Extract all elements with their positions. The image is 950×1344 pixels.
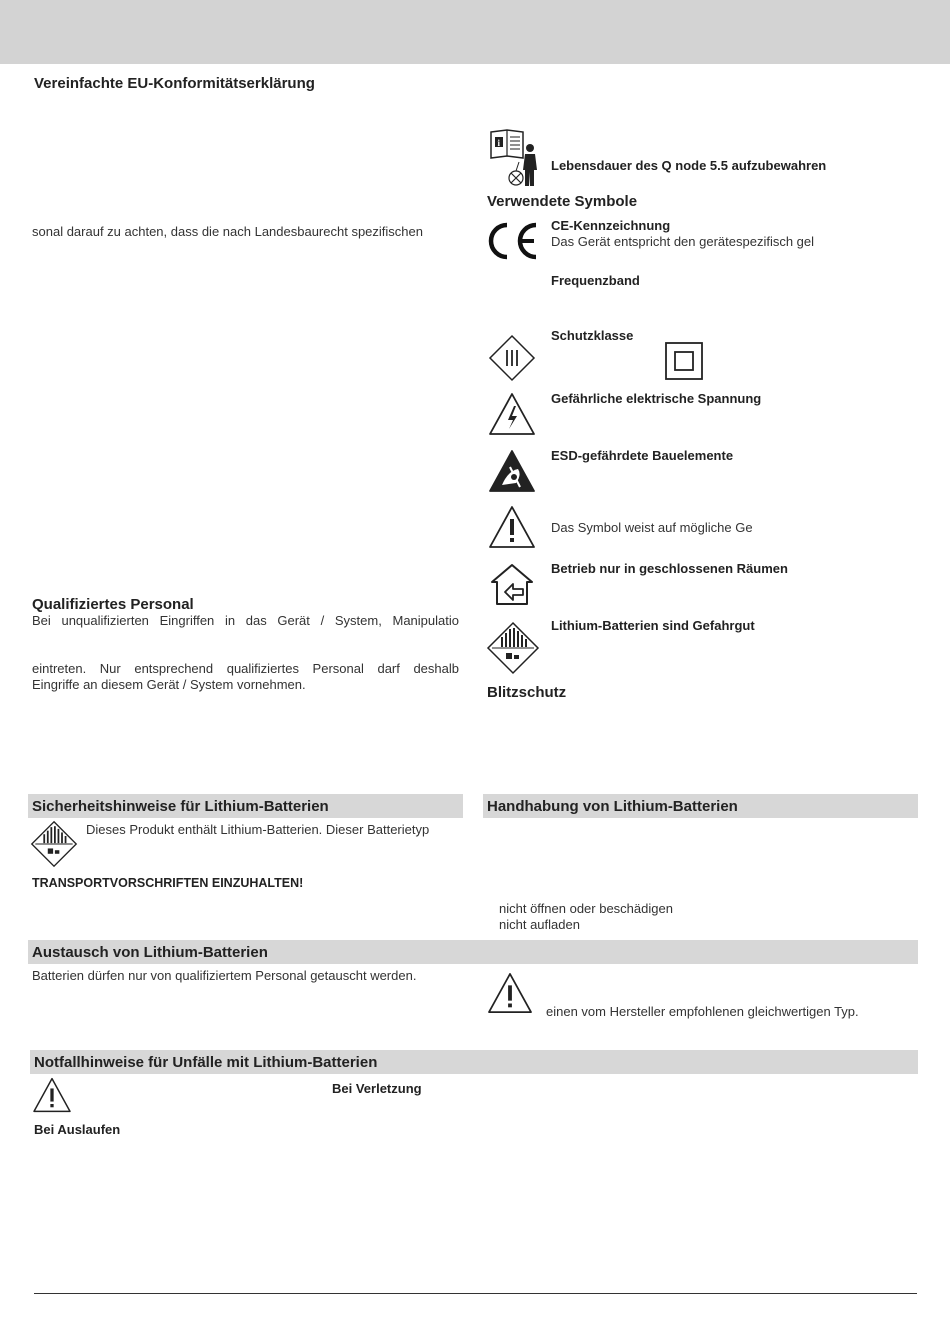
symbols-heading: Verwendete Symbole bbox=[487, 193, 638, 210]
warning-label: Das Symbol weist auf mögliche Ge bbox=[551, 520, 753, 535]
replacement-section-title: Austausch von Lithium-Batterien bbox=[32, 944, 268, 961]
esd-icon bbox=[488, 449, 536, 493]
ce-title: CE-Kennzeichnung bbox=[551, 218, 671, 233]
esd-label: ESD-gefährdete Bauelemente bbox=[551, 448, 734, 463]
handling-item-2: nicht aufladen bbox=[499, 917, 580, 932]
indoor-use-icon bbox=[489, 562, 535, 606]
replacement-warning-icon bbox=[487, 972, 533, 1014]
lithium-label: Lithium-Batterien sind Gefahrgut bbox=[551, 618, 755, 633]
lightning-protection-heading: Blitzschutz bbox=[487, 684, 567, 701]
leak-heading: Bei Auslaufen bbox=[34, 1122, 121, 1137]
qualified-text-line-2: eintreten. Nur entsprechend qualifiziertes Personal darf deshalb bbox=[32, 661, 459, 676]
protection-class-ii-icon bbox=[665, 342, 703, 380]
warning-icon bbox=[488, 505, 536, 549]
replacement-section-bar bbox=[28, 940, 918, 964]
manual-note: Lebensdauer des Q node 5.5 aufzubewahren bbox=[551, 158, 827, 173]
emergency-section-bar bbox=[30, 1050, 918, 1074]
voltage-label: Gefährliche elektrische Spannung bbox=[551, 391, 762, 406]
read-manual-icon bbox=[489, 128, 541, 190]
qualified-text-line-3: Eingriffe an diesem Gerät / System vornehmen. bbox=[32, 677, 306, 692]
ce-mark-icon bbox=[486, 221, 540, 261]
qualified-text-line-1: Bei unqualifizierten Eingriffen in das Gerät / System, Manipulatio bbox=[32, 613, 459, 628]
replacement-text: Batterien dürfen nur von qualifiziertem Personal getauscht werden. bbox=[32, 968, 417, 983]
handling-section-title: Handhabung von Lithium-Batterien bbox=[487, 798, 738, 815]
conformity-heading: Vereinfachte EU-Konformitätserklärung bbox=[34, 75, 315, 92]
handling-section-bar bbox=[483, 794, 918, 818]
footer-divider bbox=[34, 1293, 917, 1294]
svg-text:i: i bbox=[497, 138, 501, 148]
safety-text: Dieses Produkt enthält Lithium-Batterien. Dieser Batterietyp bbox=[86, 822, 430, 837]
emergency-section-title: Notfallhinweise für Unfälle mit Lithium-Batterien bbox=[34, 1054, 378, 1071]
qualified-personnel-heading: Qualifiziertes Personal bbox=[32, 596, 194, 613]
frequency-band-label: Frequenzband bbox=[551, 273, 640, 288]
lithium-hazard-small-icon bbox=[30, 820, 78, 868]
protection-class-iii-icon bbox=[488, 334, 536, 382]
transport-warning: TRANSPORTVORSCHRIFTEN EINZUHALTEN! bbox=[32, 876, 304, 890]
replacement-note: einen vom Hersteller empfohlenen gleichwertigen Typ. bbox=[546, 1004, 859, 1019]
protection-class-label: Schutzklasse bbox=[551, 328, 634, 343]
high-voltage-icon bbox=[488, 392, 536, 436]
page-header-band bbox=[0, 0, 950, 64]
handling-item-1: nicht öffnen oder beschädigen bbox=[499, 901, 673, 916]
ce-text: Das Gerät entspricht den gerätespezifisch gel bbox=[551, 234, 815, 249]
lithium-hazard-icon bbox=[486, 621, 540, 675]
emergency-warning-icon bbox=[32, 1077, 72, 1113]
safety-section-title: Sicherheitshinweise für Lithium-Batterien bbox=[32, 798, 329, 815]
injury-heading: Bei Verletzung bbox=[332, 1081, 422, 1096]
personal-text-line: sonal darauf zu achten, dass die nach Landesbaurecht spezifischen bbox=[32, 224, 423, 239]
safety-section-bar bbox=[28, 794, 463, 818]
indoor-label: Betrieb nur in geschlossenen Räumen bbox=[551, 561, 788, 576]
